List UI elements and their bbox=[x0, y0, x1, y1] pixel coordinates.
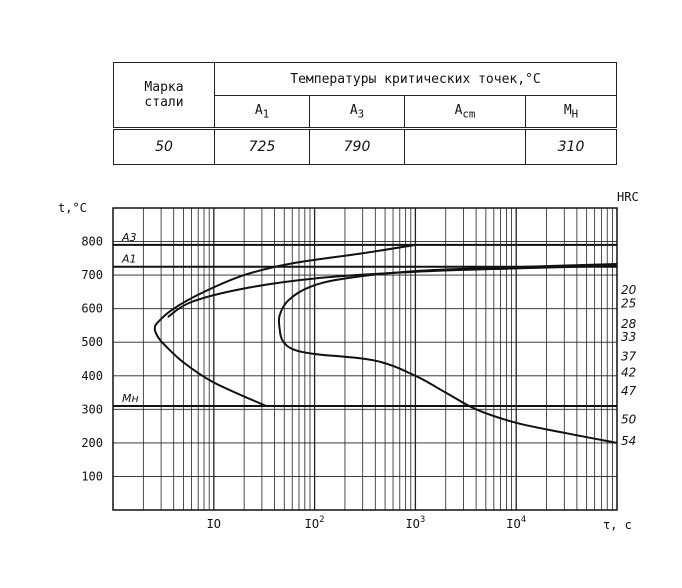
a3-value: 790 bbox=[310, 129, 405, 165]
transformation-curve-1 bbox=[155, 245, 416, 406]
transformation-curves bbox=[155, 245, 617, 443]
hrc-value: 47 bbox=[621, 383, 637, 398]
column-acm-header: $A_{cm}$ bbox=[405, 96, 526, 129]
hrc-labels bbox=[621, 283, 637, 448]
steel-brand-header-line1: Марка bbox=[144, 80, 184, 95]
critical-lines bbox=[113, 231, 617, 406]
hrc-value: 20 bbox=[621, 283, 637, 298]
x-tick-label: IO bbox=[206, 517, 222, 531]
a1-value: 725 bbox=[215, 129, 310, 165]
y-tick-label: 600 bbox=[81, 301, 103, 316]
x-tick-label: $IO^4$ bbox=[506, 515, 527, 531]
y-tick-labels bbox=[81, 235, 103, 484]
y-tick-label: 200 bbox=[81, 435, 103, 450]
column-a1-header: $A_1$ bbox=[215, 96, 310, 129]
critical-line-label: A3 bbox=[122, 230, 137, 244]
hrc-value: 25 bbox=[621, 296, 637, 311]
critical-line-label: Mн bbox=[122, 391, 139, 405]
mn-value: 310 bbox=[526, 129, 617, 165]
x-tick-labels bbox=[207, 515, 527, 531]
y-tick-label: 400 bbox=[81, 368, 103, 383]
y-tick-label: 700 bbox=[81, 268, 103, 283]
y-axis-label: t,°C bbox=[58, 201, 87, 215]
hrc-value: 42 bbox=[621, 365, 637, 380]
hrc-value: 37 bbox=[621, 349, 637, 364]
x-tick-label: $IO^3$ bbox=[405, 515, 426, 531]
hrc-value: 28 bbox=[621, 316, 637, 331]
hrc-value: 50 bbox=[621, 412, 637, 427]
x-tick-label: $IO^2$ bbox=[304, 515, 325, 531]
y-tick-label: 100 bbox=[81, 469, 103, 484]
y-tick-label: 300 bbox=[81, 402, 103, 417]
x-axis-label: τ, c bbox=[603, 518, 632, 532]
column-mn-header: $M_Н$ bbox=[526, 96, 617, 129]
steel-brand-header-line2: стали bbox=[144, 95, 184, 110]
steel-brand-value: 50 bbox=[114, 129, 215, 165]
hrc-value: 54 bbox=[621, 434, 637, 449]
hrc-axis-label: HRC bbox=[617, 190, 639, 204]
column-a3-header: $A_3$ bbox=[310, 96, 405, 129]
transformation-curve-3 bbox=[279, 264, 617, 443]
critical-line-label: A1 bbox=[122, 252, 137, 266]
y-tick-label: 800 bbox=[81, 234, 103, 249]
hrc-value: 33 bbox=[621, 330, 637, 345]
critical-temperatures-header: Температуры критических точек,°С bbox=[215, 63, 617, 96]
y-tick-label: 500 bbox=[81, 335, 103, 350]
